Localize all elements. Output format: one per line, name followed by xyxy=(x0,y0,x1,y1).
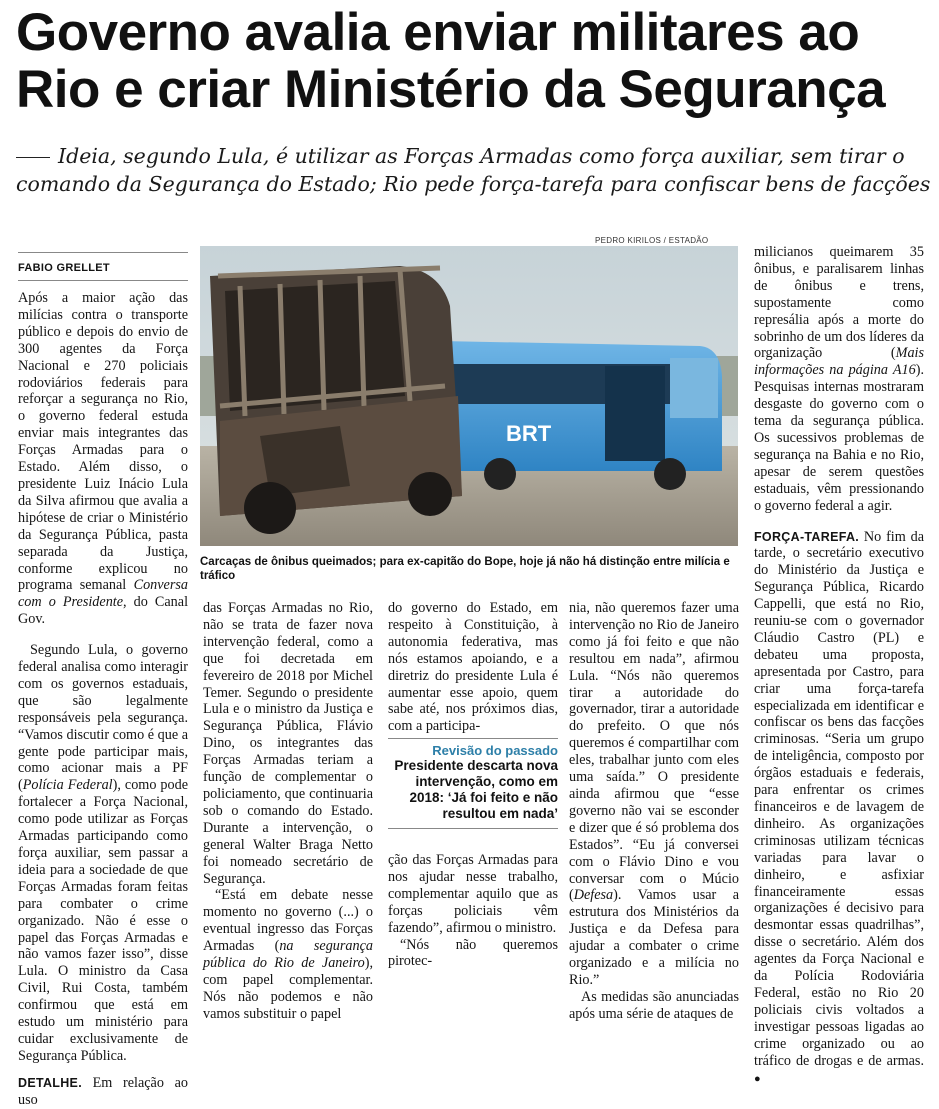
text-run: Em relação ao uso xyxy=(18,1074,188,1108)
deck-rule xyxy=(16,157,50,158)
text-run: ). Vamos usar a estrutura dos Ministérios da Justiça e da Defesa para ajudar a combater o crime organizado e a milícia no Rio.” xyxy=(569,887,739,988)
article-column-3 xyxy=(388,600,558,735)
article-column-2 xyxy=(203,600,373,1023)
photo-caption: Carcaças de ônibus queimados; para ex-capitão do Bope, hoje já não há distinção entre milícia e tráfico xyxy=(200,556,730,582)
text-run: Segundo Lula, o governo federal analisa como interagir com os governos estaduais, que são legalmente responsáveis pela segurança. “Vamos discutir como é que a gente pode participar mais, como acionar mais a PF ( xyxy=(18,642,188,794)
photo-credit: PEDRO KIRILOS / ESTADÃO xyxy=(595,236,709,245)
paragraph xyxy=(18,642,188,1065)
text-run: , do Canal Gov. xyxy=(18,594,189,628)
article-column-4 xyxy=(569,600,739,1023)
paragraph xyxy=(203,887,373,1022)
byline-rule xyxy=(18,252,188,253)
paragraph xyxy=(18,290,188,628)
photo xyxy=(200,246,738,546)
bus-logo: BRT xyxy=(506,421,552,446)
paragraph xyxy=(754,529,924,1088)
quote-clarification: na segurança pública do Rio de Janeiro xyxy=(203,938,373,972)
text-run: ), como pode fortalecer a Força Nacional, como pode utilizar as Forças Armadas participando como força auxiliar, sem passar a ideia para a sociedade de que Forças Armadas foram feitas para combater o crime organizado. Não é esse o papel das Forças Armadas e não vamos fazer isso”, disse Lula. O ministro da Casa Civil, Rui Costa, também confirmou que está em estudo um ministério para cuidar exclusivamente de Segurança Pública. xyxy=(18,777,188,1064)
article-column-3-continued xyxy=(388,852,558,970)
text-run: Após a maior ação das milícias contra o transporte público e depois do envio de 300 agentes da Força Nacional e 270 policiais rodoviários federais para reforçar a segurança no Rio, o governo federal estuda enviar mais integrantes das Forças Armadas para o Estado. Além disso, o presidente Luiz Inácio Lula da Silva afirmou que avalia a hipótese de criar o Ministério da Segurança Pública, pasta separada da Justiça, conforme explicou no programa semanal xyxy=(18,290,188,594)
byline: FABIO GRELLET xyxy=(18,262,110,274)
end-mark-icon: ● xyxy=(754,1072,761,1085)
sidebar-pullout xyxy=(388,738,558,829)
section-kicker: DETALHE. xyxy=(18,1075,82,1090)
sidebar-text: Presidente descarta nova intervenção, como em 2018: ‘Já foi feito e não resultou em nada’ xyxy=(394,758,558,821)
section-kicker: FORÇA-TAREFA. xyxy=(754,529,860,544)
article-column-1 xyxy=(18,290,188,1109)
text-run: “Está em debate nesse momento no governo (...) o eventual ingresso das Forças Armadas ( xyxy=(203,887,373,955)
deck xyxy=(16,142,931,198)
paragraph: do governo do Estado, em respeito à Constituição, à autonomia federativa, mas nós estamos apoiando, e a diretriz do presidente Lula é aumentar esse apoio, quem sabe até, nos próximos dias, com a participa- xyxy=(388,600,558,735)
paragraph xyxy=(569,600,739,989)
paragraph: ção das Forças Armadas para nos ajudar nesse trabalho, complementar aquilo que as forças policiais vêm fazendo”, afirmou o ministro. xyxy=(388,852,558,936)
deck-text: Ideia, segundo Lula, é utilizar as Forças Armadas como força auxiliar, sem tirar o comando da Segurança do Estado; Rio pede força-tarefa para confiscar bens de facções xyxy=(16,144,931,196)
text-run: milicianos queimarem 35 ônibus, e paralisarem linhas de ônibus e trens, supostamente como represália após a morte do sobrinho de um dos líderes da organização ( xyxy=(754,244,924,362)
ministry-name: Defesa xyxy=(573,887,614,904)
text-run: ). Pesquisas internas mostraram desgaste do governo com o tema da segurança pública. Os sucessivos problemas de segurança na Bahia e no Rio, apesar de serem questões estaduais, vêm pressionando o governo federal a agir. xyxy=(754,362,924,514)
paragraph: As medidas são anunciadas após uma série de ataques de xyxy=(569,988,739,1022)
text-run: No fim da tarde, o secretário executivo do Ministério da Justiça e Segurança Pública, Ricardo Cappelli, que está no Rio, reuniu-se com o governador Cláudio Castro (PL) e debateu uma proposta, apresentada por Castro, para criar uma força-tarefa especializada em identificar e confiscar os bens das facções criminosas. “Seria um grupo de inteligência, composto por órgãos estaduais e federais, para enfrentar os crimes financeiros e de lavagem de dinheiro. As organizações criminosas utilizam técnicas variadas para lavar o dinheiro, e asfixiar financeiramente essas organizações é decisivo para desmontar essas quadrilhas”, disse o secretário. Além dos agentes da Força Nacional e da Polícia Rodoviária Federal, estão no Rio 20 policiais civis voltados a investigar pessoas ligadas ao crime organizado ou ao tráfico de drogas e de armas. xyxy=(754,528,924,1069)
text-run: nia, não queremos fazer uma intervenção no Rio de Janeiro como já foi feito e que não resultou em nada”, afirmou Lula. “Nós não queremos tirar a autoridade do governador, tirar a autoridade do prefeito. O que nós queremos é compartilhar com eles, trabalhar junto com eles uma saída.” O presidente ainda afirmou que “esse governo não vai se esconder e dizer que é só problema dos Estados”. “Eu já conversei com o Flávio Dino e vou conversar com o Múcio ( xyxy=(569,600,739,904)
paragraph: das Forças Armadas no Rio, não se trata de fazer nova intervenção federal, como a que foi decretada em fevereiro de 2018 por Michel Temer. Segundo o presidente Lula e o ministro da Justiça e Segurança Pública, Flávio Dino, os integrantes das Forças Armadas teriam a função de complementar o policiamento, que continuaria sob o comando do Estado. Durante a intervenção, o general Walter Braga Netto foi nomeado secretário de Segurança. xyxy=(203,600,373,887)
headline: Governo avalia enviar militares ao Rio e criar Ministério da Segurança xyxy=(16,3,886,119)
text-run: ), com papel complementar. Nós não podemos e não vamos substituir o papel xyxy=(203,955,373,1022)
paragraph: “Nós não queremos pirotec- xyxy=(388,936,558,970)
agency-name: Polícia Federal xyxy=(22,777,113,794)
sidebar-label: Revisão do passado xyxy=(432,743,558,758)
byline-rule xyxy=(18,280,188,281)
cross-reference: Mais informações na página A16 xyxy=(754,345,924,379)
burned-bus-photo xyxy=(200,246,738,546)
article-column-5 xyxy=(754,244,924,1087)
paragraph xyxy=(18,1075,188,1109)
paragraph xyxy=(754,244,924,515)
program-name: Conversa com o Presidente xyxy=(18,577,188,611)
